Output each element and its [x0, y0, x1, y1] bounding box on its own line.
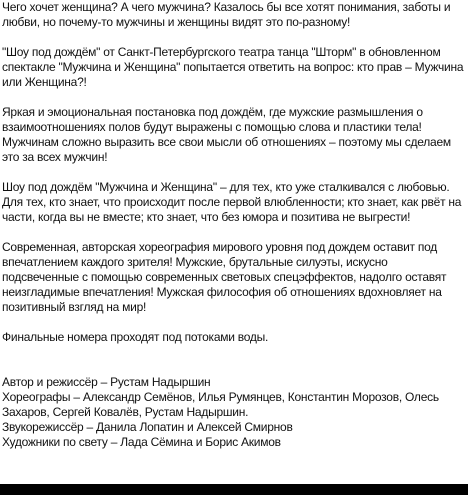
credits-list — [2, 375, 466, 450]
credit-sound: Звукорежиссёр – Данила Лопатин и Алексей Смирнов — [2, 420, 293, 434]
paragraph-intro: Чего хочет женщина? А чего мужчина? Казалось бы все хотят понимания, заботы и любви, но почему-то мужчины и женщины видят это по-разному! — [2, 0, 451, 29]
credit-lighting: Художники по свету – Лада Сёмина и Борис Акимов — [2, 435, 281, 449]
paragraph-finale: Финальные номера проходят под потоками воды. — [2, 330, 269, 344]
credit-director: Автор и режиссёр – Рустам Надыршин — [2, 375, 211, 389]
credit-choreographers: Хореографы – Александр Семёнов, Илья Румянцев, Константин Морозов, Олесь Захаров, Сергей Ковалёв, Рустам Надыршин. — [2, 390, 439, 419]
paragraph-audience: Шоу под дождём "Мужчина и Женщина" – для тех, кто уже сталкивался с любовью. Для тех, кто знает, что происходит после первой влюбленности; кто знает, как рвёт на части, когда вы не вместе; кто знает, что без юмора и позитива не выгрести! — [2, 180, 462, 224]
bottom-bar — [0, 484, 468, 495]
section-spacer — [2, 360, 466, 375]
paragraph-show-description: "Шоу под дождём" от Санкт-Петербургского театра танца "Шторм" в обновленном спектакле "Мужчина и Женщина" попытается ответить на вопрос: кто прав – Мужчина или Женщина?! — [2, 45, 464, 89]
paragraph-choreography: Современная, авторская хореография мирового уровня под дождем оставит под впечатлением каждого зрителя! Мужские, брутальные силуэты, искусно подсвеченные с помощью современных световых спецэффектов, надолго оставят неизгладимые впечатления! Мужская философия об отношениях вдохновляет на позитивный взгляд на мир! — [2, 240, 447, 314]
paragraph-staging: Яркая и эмоциональная постановка под дождём, где мужские размышления о взаимоотношениях полов будут выражены с помощью слова и пластики тела! Мужчинам сложно выразить все свои мысли об отношениях – поэтому мы сделаем это за всех мужчин! — [2, 105, 451, 164]
